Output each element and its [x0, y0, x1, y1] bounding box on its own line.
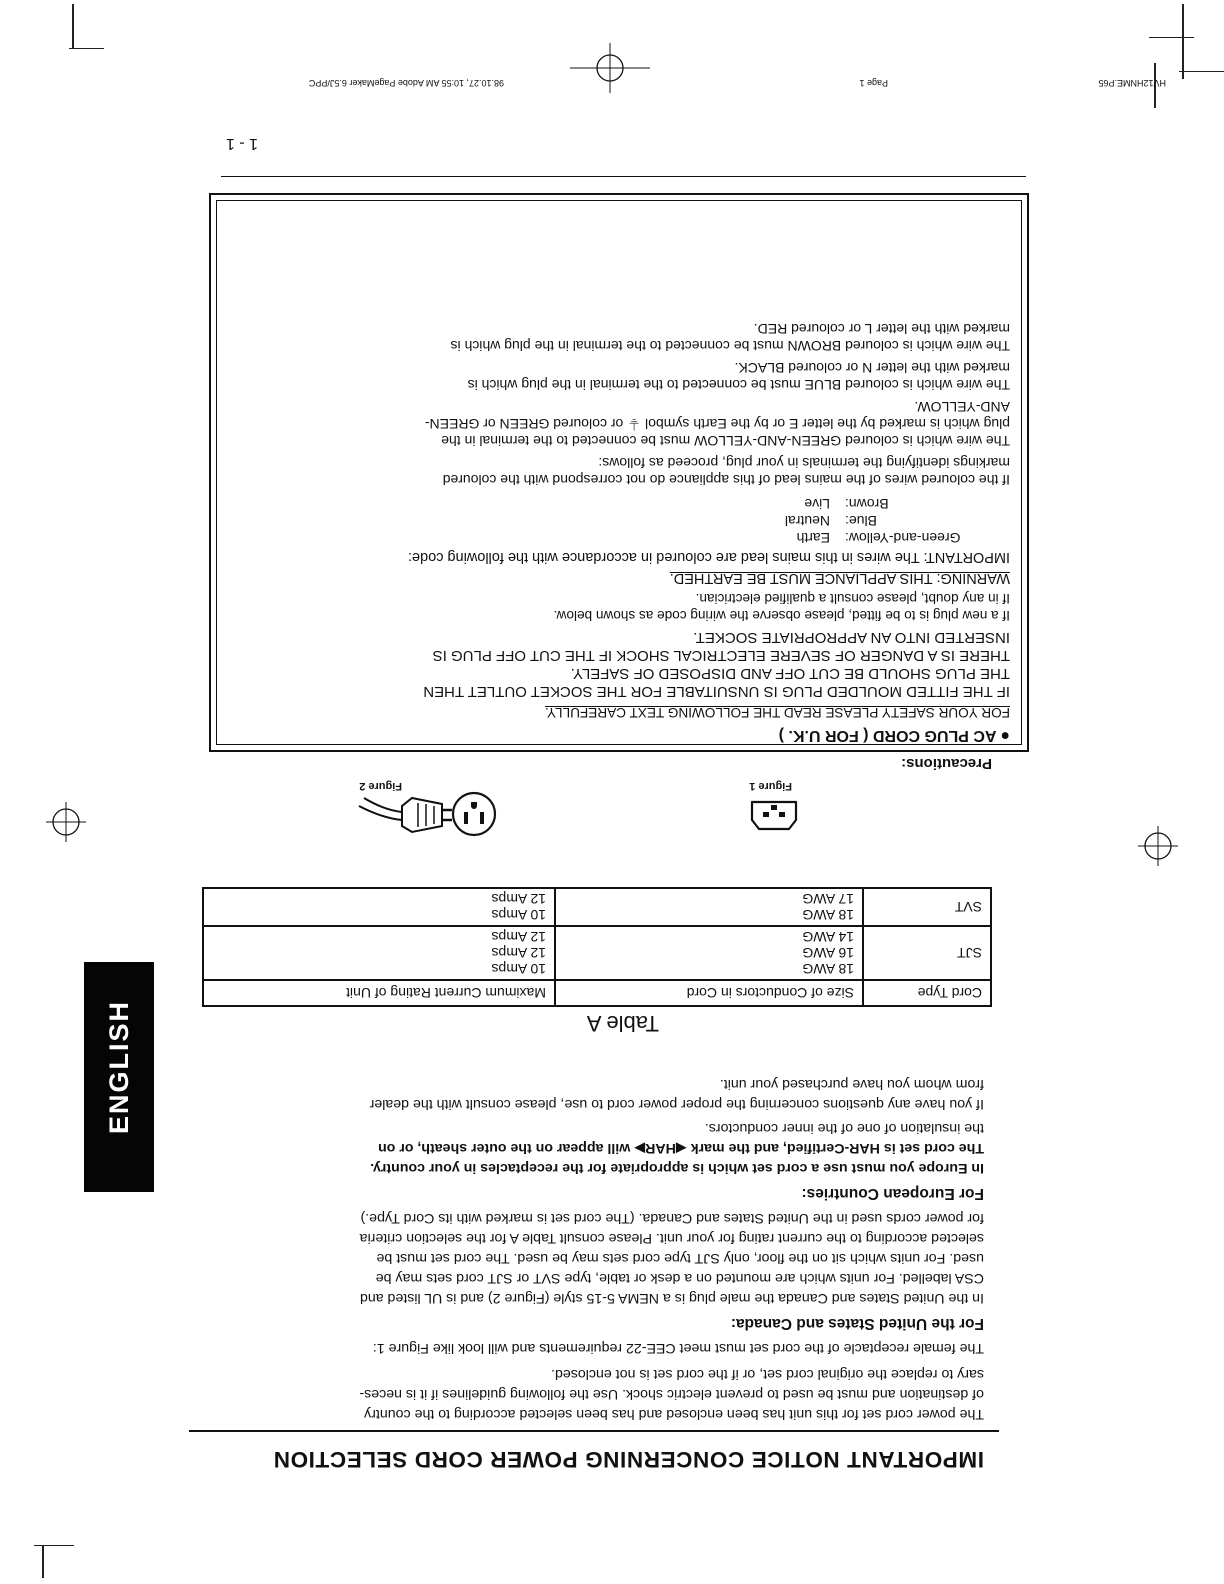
current-rating: 12 Amps — [491, 891, 546, 907]
conductor-size-cell — [555, 888, 863, 926]
caps-warning — [220, 628, 1010, 700]
crop-mark — [34, 1545, 74, 1546]
safety-line: FOR YOUR SAFETY PLEASE READ THE FOLLOWING TEXT CAREFULLY. — [544, 705, 1010, 720]
registration-mark-icon — [46, 802, 86, 842]
intro-paragraph — [194, 1338, 984, 1424]
crop-mark — [1149, 37, 1194, 38]
europe-heading: For European Countries: — [801, 1185, 984, 1202]
page-reference: Page 1 — [859, 78, 888, 88]
current-rating: 10 Amps — [491, 961, 546, 977]
ac-plug-heading — [220, 727, 1010, 744]
crop-mark — [1179, 71, 1224, 72]
table-header: Cord Type — [863, 980, 991, 1006]
intro-line: sary to replace the original cord set, or if the cord set is not enclosed. — [551, 1366, 984, 1382]
instruction-line: marked with the letter N or coloured BLACK. — [734, 360, 1010, 376]
table-caption: Table A — [586, 1011, 659, 1036]
table-header: Size of Conductors in Cord — [555, 980, 863, 1006]
crop-mark — [42, 1546, 44, 1578]
conductor-size: 17 AWG — [802, 891, 854, 907]
precautions-content — [220, 320, 1010, 744]
wire-meaning: Neutral — [784, 513, 830, 529]
title-rule — [189, 1430, 999, 1432]
europe-line: If you have any questions concerning the proper power cord to use, please consult with the dealer — [369, 1096, 984, 1112]
figure1-label: Figure 1 — [749, 780, 792, 792]
europe-line: In Europe you must use a cord set which is appropriate for the receptacles in your country. — [370, 1160, 984, 1176]
registration-mark-icon — [570, 43, 650, 93]
registration-mark-icon — [1138, 826, 1178, 866]
instruction-line: The wire which is coloured GREEN-AND-YELLOW must be connected to the terminal in the — [441, 433, 1010, 449]
precautions-label: Precautions: — [897, 755, 996, 772]
us-canada-line: In the United States and Canada the male plug is a NEMA 5-15 style (Figure 2) and is UL listed and — [359, 1290, 984, 1306]
instruction-line: If the coloured wires of the mains lead of this appliance do not correspond with the coloured — [442, 472, 1010, 488]
current-rating-cell — [203, 888, 555, 926]
wire-meaning: Earth — [796, 530, 830, 546]
print-timestamp: 98.10.27, 10:55 AM Adobe PageMaker 6.5J/PPC — [308, 78, 504, 88]
us-canada-line: selected according to the current rating for your unit. Please consult Table A for the selection criteria — [359, 1230, 984, 1246]
us-canada-paragraph — [194, 1208, 984, 1308]
ac-plug-heading-text: AC PLUG CORD ( FOR U.K. ) — [778, 727, 997, 744]
current-rating: 10 Amps — [491, 907, 546, 923]
new-plug-line: If in any doubt, please consult a qualified electrician. — [695, 591, 1010, 606]
language-tab — [84, 962, 154, 1192]
new-plug-line: If a new plug is to be fitted, please observe the wiring code as shown below. — [553, 608, 1010, 623]
europe-line: the insulation of one of the inner conductors. — [704, 1120, 984, 1136]
caps-line: IF THE FITTED MOULDED PLUG IS UNSUITABLE FOR THE SOCKET OUTLET THEN — [423, 683, 1010, 700]
instruction-line: The wire which is coloured BROWN must be connected to the terminal in the plug which is — [450, 338, 1010, 354]
wiring-code-list — [220, 494, 1010, 548]
table-row — [203, 926, 991, 980]
page-title: IMPORTANT NOTICE CONCERNING POWER CORD SELECTION — [273, 1447, 984, 1472]
caps-line: INSERTED INTO AN APPROPRIATE SOCKET. — [693, 629, 1010, 646]
instruction-line: plug which is marked by the letter E or by the Earth symbol ⏚ or coloured GREEN or GREEN- — [424, 416, 1010, 432]
us-canada-heading: For the United States and Canada: — [730, 1315, 984, 1332]
warning-line: WARNING: THIS APPLIANCE MUST BE EARTHED. — [669, 570, 1010, 586]
conductor-size-cell — [555, 926, 863, 980]
file-name: HV12HNME.P65 — [1098, 78, 1166, 88]
page-number: 1 - 1 — [225, 135, 258, 152]
intro-line: The female receptacle of the cord set must meet CEE-22 requirements and will look like Figure 1: — [372, 1340, 984, 1356]
cord-table — [202, 887, 992, 1007]
intro-line: of destination and must be used to prevent electric shock. Use the following guidelines if it is neces- — [359, 1386, 984, 1402]
us-canada-line: CSA labelled. For units which are mounted on a desk or table, type SVT or SJT cord sets may be — [375, 1270, 984, 1286]
us-canada-line: used. For units which sit on the floor, only SJT type cord sets may be used. The cord set must be — [376, 1250, 984, 1266]
table-header-row — [203, 980, 991, 1006]
instruction-line: AND-YELLOW. — [914, 399, 1010, 415]
bullet-icon: ● — [1000, 727, 1010, 744]
figure2-label: Figure 2 — [359, 780, 402, 792]
wire-colour: Blue: — [845, 513, 877, 529]
europe-paragraph — [194, 1074, 984, 1178]
current-rating: 12 Amps — [491, 945, 546, 961]
wiring-instructions — [220, 320, 1010, 488]
us-canada-line: for power cords used in the United States and Canada. (The cord set is marked with its Cord Type.) — [360, 1210, 984, 1226]
current-rating-cell — [203, 926, 555, 980]
footer-rule — [221, 176, 1026, 177]
table-header: Maximum Current Rating of Unit — [203, 980, 555, 1006]
important-line: IMPORTANT: The wires in this mains lead are coloured in accordance with the following code: — [407, 549, 1010, 565]
instruction-line: The wire which is coloured BLUE must be connected to the terminal in the plug which is — [467, 377, 1010, 393]
cee22-receptacle-icon — [749, 798, 799, 832]
wire-colour: Green-and-Yellow: — [845, 530, 961, 546]
caps-line: THERE IS A DANGER OF SEVERE ELECTRICAL SHOCK IF THE CUT OFF PLUG IS — [432, 647, 1010, 664]
wire-colour: Brown: — [845, 496, 889, 512]
conductor-size: 14 AWG — [802, 929, 854, 945]
instruction-line: marked with the letter L or coloured RED. — [753, 321, 1010, 337]
conductor-size: 18 AWG — [802, 907, 854, 923]
wire-meaning: Live — [804, 496, 830, 512]
cord-type-cell: SVT — [863, 888, 991, 926]
cord-type-cell: SJT — [863, 926, 991, 980]
current-rating: 12 Amps — [491, 929, 546, 945]
crop-mark — [1182, 4, 1184, 79]
europe-line: from whom you have purchased your unit. — [719, 1076, 984, 1092]
caps-line: THE PLUG SHOULD BE CUT OFF AND DISPOSED OF SAFELY. — [570, 665, 1010, 682]
europe-line: The cord set is HAR-Certified, and the mark ◀HAR▶ will appear on the outer sheath, or on — [378, 1140, 984, 1156]
conductor-size: 18 AWG — [802, 961, 854, 977]
intro-line: The power cord set for this unit has been enclosed and has been selected according to the country — [364, 1406, 984, 1422]
instruction-line: markings identifying the terminals in your plug, proceed as follows: — [598, 455, 1010, 471]
language-tab-label: ENGLISH — [104, 1000, 134, 1135]
conductor-size: 16 AWG — [802, 945, 854, 961]
crop-mark — [69, 48, 104, 49]
table-row — [203, 888, 991, 926]
crop-mark — [72, 4, 74, 49]
